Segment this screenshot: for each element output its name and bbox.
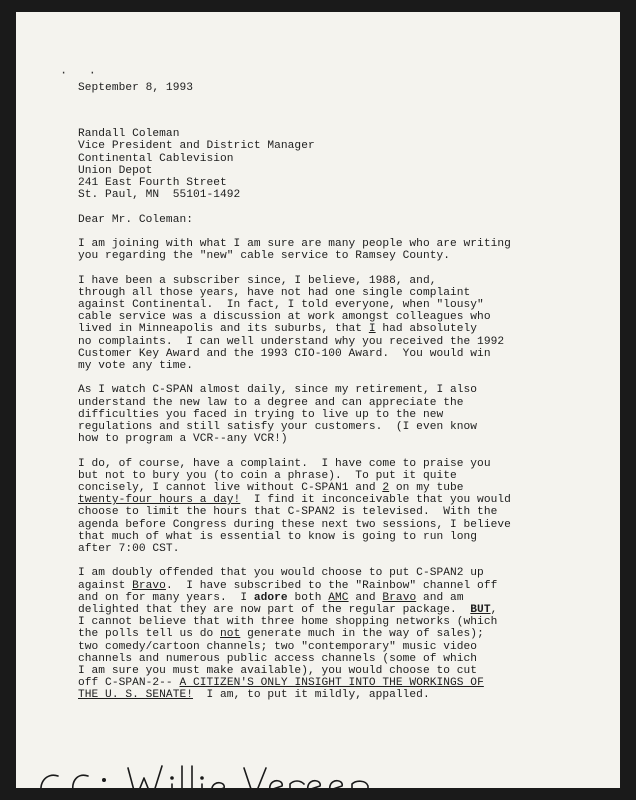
text-line: I am sure you must make available), you would choose to cut (78, 665, 478, 678)
underlined-text: Bravo (132, 579, 166, 592)
text-line (78, 592, 618, 604)
text-run: I am, to put it mildly, appalled. (192, 689, 430, 702)
text-line: that much of what is essential to know is going to run long (78, 530, 478, 543)
text-line: I do, of course, have a complaint. I have come to praise you (78, 457, 491, 470)
text-line: I have been a subscriber since, I believe, 1988, and, (78, 274, 437, 287)
text-run: . I have subscribed to the "Rainbow" channel off (165, 579, 498, 592)
underlined-text: twenty-four hours a day! (78, 494, 241, 507)
text-run: , (490, 604, 498, 617)
text-line: you regarding the "new" cable service to Ramsey County. (78, 250, 450, 263)
text-line: no complaints. I can well understand why you received the 1992 (78, 335, 505, 348)
recipient-building: Union Depot (78, 164, 153, 177)
text-run: against (78, 579, 133, 592)
text-line: Customer Key Award and the 1993 CIO-100 Award. You would win (78, 347, 491, 360)
text-run: delighted that they are now part of the regular package. (78, 604, 471, 617)
text-line: after 7:00 CST. (78, 543, 180, 556)
underlined-text: A CITIZEN'S ONLY INSIGHT INTO THE WORKINGS OF (179, 677, 484, 690)
paragraph-5 (78, 567, 618, 701)
text-line: As I watch C-SPAN almost daily, since my retirement, I also (78, 384, 478, 397)
salutation: Dear Mr. Coleman: (78, 213, 193, 226)
text-line: agenda before Congress during these next two sessions, I believe (78, 518, 511, 531)
underlined-text: Bravo (382, 591, 417, 604)
text-line: regulations and still satisfy your customers. (I even know (78, 421, 478, 434)
paragraph-1 (78, 238, 618, 262)
text-line: choose to limit the hours that C-SPAN2 is televised. With the (78, 506, 498, 519)
text-line: channels and numerous public access channels (some of which (78, 652, 478, 665)
text-line: I am joining with what I am sure are many people who are writing (78, 238, 511, 250)
text-run: and am (416, 591, 464, 604)
underlined-text: AMC (328, 591, 349, 604)
text-run: concisely, I cannot live without C-SPAN1 and (78, 482, 383, 495)
text-run: had absolutely (375, 323, 478, 336)
text-line (78, 580, 618, 592)
paragraph-2 (78, 275, 618, 373)
text-line (78, 677, 618, 689)
bold-text: adore (253, 591, 288, 604)
underlined-text: 2 (382, 482, 390, 495)
text-line: I am doubly offended that you would choose to put C-SPAN2 up (78, 567, 484, 580)
underlined-text: THE U. S. SENATE! (78, 689, 193, 702)
text-run: I find it inconceivable that you would (240, 494, 511, 507)
text-line (78, 482, 618, 494)
recipient-address (78, 128, 618, 201)
underlined-text: I (368, 323, 376, 336)
text-run: on my tube (389, 482, 464, 495)
text-run: lived in Minneapolis and its suburbs, that (78, 323, 369, 336)
handwritten-cc-annotation (32, 754, 392, 788)
punch-marks: · · (60, 66, 97, 80)
text-line: against Continental. In fact, I told everyone, when "lousy" (78, 299, 484, 311)
recipient-street: 241 East Fourth Street (78, 177, 227, 190)
recipient-city: St. Paul, MN 55101-1492 (78, 189, 241, 202)
text-line (78, 494, 618, 506)
text-line: my vote any time. (78, 360, 193, 373)
text-line (78, 323, 618, 335)
text-line: difficulties you faced in trying to live up to the new (78, 408, 444, 421)
recipient-name: Randall Coleman (78, 128, 180, 141)
recipient-company: Continental Cablevision (78, 152, 234, 165)
text-line (78, 689, 618, 701)
text-run: the polls tell us do (78, 628, 221, 641)
recipient-title: Vice President and District Manager (78, 140, 315, 153)
bold-underlined-text: BUT (470, 604, 491, 617)
text-run: generate much in the way of sales); (240, 628, 484, 641)
text-line: cable service was a discussion at work amongst colleagues who (78, 311, 491, 324)
text-run: and on for many years. I (78, 591, 254, 604)
text-line (78, 604, 618, 616)
text-line: understand the new law to a degree and can appreciate the (78, 396, 464, 409)
letter-body (78, 74, 618, 702)
text-line: two comedy/cartoon channels; two "contemporary" music video (78, 640, 478, 653)
text-line: how to program a VCR--any VCR!) (78, 433, 288, 446)
paragraph-3 (78, 384, 618, 445)
text-line: through all those years, have not had one single complaint (78, 286, 471, 299)
text-line: I cannot believe that with three home shopping networks (which (78, 616, 498, 629)
text-run: and (348, 591, 383, 604)
text-line (78, 628, 618, 640)
text-line: but not to bury you (to coin a phrase). To put it quite (78, 469, 457, 482)
letter-page (16, 12, 620, 788)
underlined-text: not (220, 628, 241, 641)
text-run: off C-SPAN-2-- (78, 677, 180, 690)
text-run: both (287, 591, 329, 604)
paragraph-4 (78, 458, 618, 556)
letter-date: September 8, 1993 (78, 82, 193, 94)
